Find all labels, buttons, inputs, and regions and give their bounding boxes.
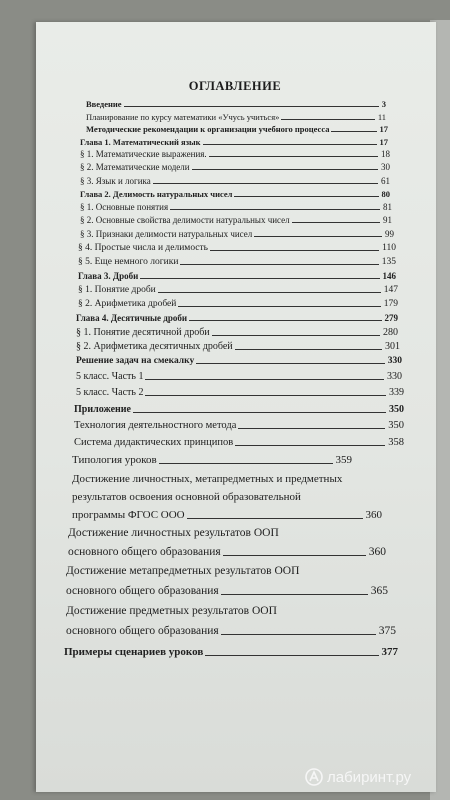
toc-entry	[80, 137, 388, 147]
toc-entry	[80, 176, 390, 186]
toc-entry	[80, 229, 394, 239]
toc-entry	[66, 585, 388, 597]
toc-leader	[170, 208, 380, 210]
toc-entry-label: Достижение метапредметных результатов ООП	[66, 565, 300, 577]
watermark-text: лабиринт.ру	[327, 768, 412, 786]
toc-entry-page: 360	[368, 546, 386, 558]
toc-entry-page: 359	[335, 454, 352, 466]
toc-entry-label: § 1. Основные понятия	[80, 202, 169, 212]
toc-entry-page: 11	[377, 112, 386, 122]
toc-entry-page: 350	[389, 404, 404, 415]
toc-entry-label: Введение	[86, 99, 122, 109]
toc-leader	[145, 394, 386, 396]
toc-entry-page: 17	[379, 137, 388, 147]
toc-entry	[76, 387, 404, 398]
toc-entry-label: основного общего образования	[66, 585, 219, 597]
toc-entry	[80, 162, 390, 172]
toc-leader	[238, 427, 385, 429]
toc-leader	[178, 305, 380, 307]
toc-entry	[86, 99, 386, 109]
toc-leader	[210, 249, 379, 251]
toc-entry	[72, 509, 382, 521]
toc-entry	[72, 454, 352, 466]
toc-leader	[145, 378, 384, 380]
toc-entry-page: 135	[381, 257, 396, 267]
watermark	[305, 764, 445, 790]
toc-entry-label: § 2. Арифметика десятичных дробей	[76, 341, 233, 352]
toc-entry-label: Глава 2. Делимость натуральных чисел	[80, 189, 233, 199]
toc-entry-label: Достижение личностных результатов ООП	[68, 527, 279, 539]
toc-leader	[221, 633, 376, 635]
toc-entry	[78, 243, 396, 253]
toc-entry-label: основного общего образования	[68, 546, 221, 558]
toc-entry-page: 146	[382, 271, 396, 281]
toc-entry	[78, 271, 396, 281]
toc-entry-label: Технология деятельностного метода	[74, 420, 237, 431]
toc-entry-label: Примеры сценариев уроков	[64, 646, 204, 658]
toc-entry	[74, 420, 404, 431]
toc-entry-label: § 1. Понятие дроби	[78, 285, 156, 295]
toc-leader	[153, 182, 378, 184]
toc-entry	[86, 124, 388, 134]
toc-entry-label: § 5. Еще немного логики	[78, 257, 179, 267]
toc-entry-page: 110	[382, 243, 396, 253]
toc-entry	[66, 625, 396, 637]
toc-leader	[133, 411, 386, 413]
toc-leader	[281, 118, 374, 120]
toc-entry-page: 301	[385, 341, 400, 352]
toc-leader	[221, 593, 368, 595]
toc-leader	[205, 654, 378, 656]
toc-entry-page: 360	[365, 509, 382, 521]
toc-entry	[80, 189, 390, 199]
toc-entry-page: 179	[383, 299, 398, 309]
toc-entry	[78, 257, 396, 267]
toc-entry-page: 99	[385, 229, 394, 239]
page-title: ОГЛАВЛЕНИЕ	[188, 79, 282, 93]
toc-entry-label: § 3. Признаки делимости натуральных чисел	[80, 229, 253, 239]
toc-entry-page: 3	[381, 99, 386, 109]
toc-entry-page: 377	[381, 646, 398, 658]
toc-entry-label: Достижение личностных, метапредметных и предметных	[72, 473, 343, 485]
toc-entry	[76, 313, 398, 323]
toc-entry-label: Решение задач на смекалку	[76, 356, 195, 366]
toc-leader	[254, 235, 382, 237]
toc-entry-page: 61	[381, 176, 390, 186]
toc-leader	[235, 348, 382, 350]
toc-entry-label: Глава 1. Математический язык	[80, 137, 201, 147]
toc-leader	[158, 291, 381, 293]
toc-entry	[80, 215, 392, 225]
toc-leader	[192, 168, 378, 170]
toc-entry-label: § 2. Основные свойства делимости натуральных чисел	[80, 215, 290, 225]
toc-entry-page: 339	[389, 387, 404, 398]
toc-leader	[140, 277, 379, 279]
toc-entry-page: 350	[388, 420, 404, 431]
toc-leader	[180, 263, 378, 265]
toc-leader	[203, 143, 377, 145]
toc-entry-page: 30	[381, 162, 390, 172]
toc-entry-page: 279	[384, 313, 398, 323]
toc-entry-label: Типология уроков	[72, 454, 157, 466]
toc-entry	[80, 149, 390, 159]
toc-entry-page: 358	[388, 437, 404, 448]
toc-leader	[187, 517, 363, 519]
toc-leader	[212, 334, 380, 336]
labirint-logo-icon	[305, 768, 323, 786]
toc-entry-page: 91	[383, 215, 392, 225]
toc-entry-label: § 4. Простые числа и делимость	[78, 243, 209, 253]
toc-entry-page: 330	[387, 371, 402, 382]
toc-entry-page: 375	[378, 625, 396, 637]
toc-entry-page: 147	[383, 285, 398, 295]
toc-entry-label: § 2. Математические модели	[80, 162, 190, 172]
toc-leader	[331, 130, 376, 132]
toc-entry-label: § 1. Математические выражения.	[80, 149, 207, 159]
toc-entry-page: 330	[387, 356, 402, 366]
toc-entry	[76, 327, 398, 338]
toc-entry-page: 80	[381, 189, 390, 199]
toc-leader	[234, 195, 378, 197]
toc-entry-label: Планирование по курсу математики «Учусь учиться»	[86, 112, 280, 122]
toc-entry-label: § 2. Арифметика дробей	[78, 299, 177, 309]
toc-entry	[76, 341, 400, 352]
toc-entry	[78, 299, 398, 309]
toc-entry-label: 5 класс. Часть 2	[76, 387, 144, 398]
toc-entry	[76, 356, 402, 366]
toc-entry-page: 365	[370, 585, 388, 597]
toc-entry-label: § 3. Язык и логика	[80, 176, 151, 186]
toc-entry	[80, 202, 392, 212]
toc-entry-label: Приложение	[74, 404, 131, 415]
toc-entry-page: 17	[379, 124, 388, 134]
toc-entry-label: программы ФГОС ООО	[72, 509, 185, 521]
toc-entry	[68, 546, 386, 558]
toc-leader	[196, 362, 385, 364]
toc-entry-label: результатов освоения основной образовательной	[72, 491, 301, 503]
toc-leader	[292, 221, 380, 223]
toc-entry-page: 18	[381, 149, 390, 159]
toc-leader	[189, 319, 381, 321]
toc-leader	[235, 444, 385, 446]
toc-entry-page: 81	[383, 202, 392, 212]
toc-entry-label: Достижение предметных результатов ООП	[66, 605, 277, 617]
toc-entry-label: Методические рекомендации к организации учебного процесса	[86, 124, 330, 134]
toc-entry-label: основного общего образования	[66, 625, 219, 637]
toc-entry-label: 5 класс. Часть 1	[76, 371, 144, 382]
toc-entry-page: 280	[383, 327, 398, 338]
toc-entry-label: Система дидактических принципов	[74, 437, 234, 448]
toc-entry	[74, 437, 404, 448]
toc-entry	[76, 371, 402, 382]
toc-entry-label: § 1. Понятие десятичной дроби	[76, 327, 210, 338]
toc-entry-label: Глава 3. Дроби	[78, 271, 139, 281]
toc-leader	[159, 462, 333, 464]
toc-entry	[64, 646, 398, 658]
toc-entry-label: Глава 4. Десятичные дроби	[76, 313, 188, 323]
toc-leader	[209, 155, 378, 157]
toc-entry	[78, 285, 398, 295]
toc-leader	[223, 554, 366, 556]
toc-entry	[74, 404, 404, 415]
toc-leader	[124, 105, 379, 107]
toc-entry	[86, 112, 386, 122]
